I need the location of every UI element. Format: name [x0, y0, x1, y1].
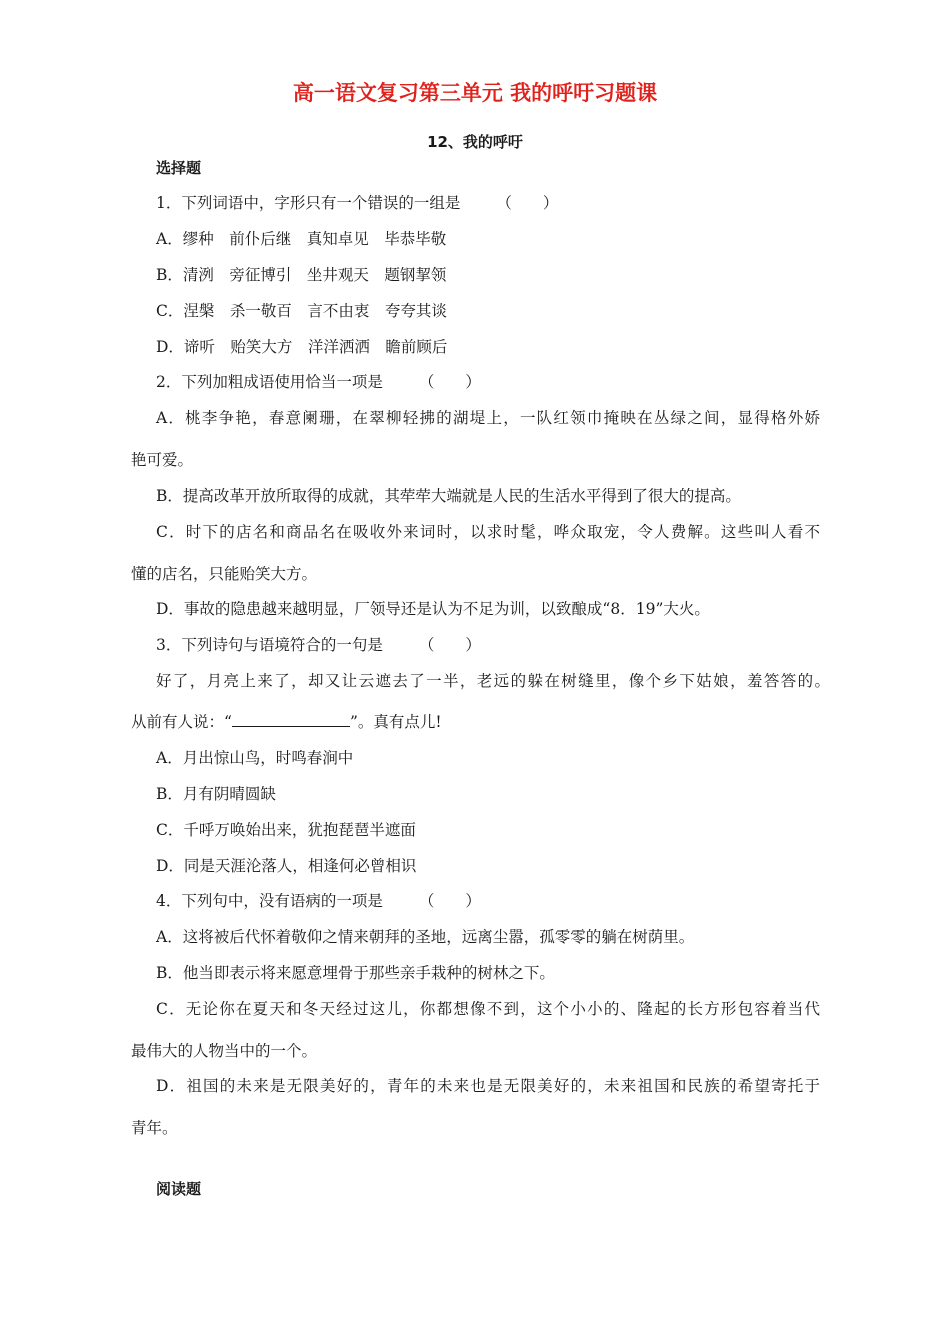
- question-3-context-line1: 好了，月亮上来了，却又让云遮去了一半，老远的躲在树缝里，像个乡下姑娘，羞答答的。: [156, 672, 830, 690]
- question-1-option-a: A．缪种 前仆后继 真知卓见 毕恭毕敬: [156, 230, 447, 248]
- question-3-text: 3．下列诗句与语境符合的一句是: [156, 636, 383, 654]
- answer-paren: （ ）: [496, 194, 559, 212]
- question-3-context-line2: [131, 711, 821, 733]
- document-title: 高一语文复习第三单元 我的呼吁习题课: [292, 81, 658, 105]
- question-4-option-d-line1: D．祖国的未来是无限美好的，青年的未来也是无限美好的，未来祖国和民族的希望寄托于: [156, 1077, 820, 1095]
- question-4-option-b: B．他当即表示将来愿意埋骨于那些亲手栽种的树林之下。: [156, 964, 555, 982]
- answer-paren: （ ）: [418, 636, 481, 654]
- question-1-option-c: C．涅槃 杀一敬百 言不由衷 夸夸其谈: [156, 302, 447, 320]
- question-3-stem: [156, 634, 481, 656]
- lesson-title: 12、我的呼吁: [427, 133, 523, 151]
- question-2-option-c-line1: C．时下的店名和商品名在吸收外来词时，以求时髦，哗众取宠，令人费解。这些叫人看不: [156, 523, 820, 541]
- question-2-option-d: D．事故的隐患越来越明显，厂领导还是认为不足为训，以致酿成“8．19”大火。: [156, 600, 710, 618]
- section-heading-choice: 选择题: [156, 159, 202, 177]
- question-4-text: 4．下列句中，没有语病的一项是: [156, 892, 383, 910]
- answer-paren: （ ）: [418, 373, 481, 391]
- question-4-option-a: A．这将被后代怀着敬仰之情来朝拜的圣地，远离尘嚣，孤零零的躺在树荫里。: [156, 928, 695, 946]
- question-2-stem: [156, 371, 481, 393]
- answer-paren: （ ）: [418, 892, 481, 910]
- question-2-option-a-line1: A．桃李争艳，春意阑珊，在翠柳轻拂的湖堤上，一队红领巾掩映在丛绿之间，显得格外娇: [156, 409, 820, 427]
- context-prefix: 从前有人说：“: [131, 713, 232, 731]
- question-4-stem: [156, 890, 481, 912]
- question-2-text: 2．下列加粗成语使用恰当一项是: [156, 373, 383, 391]
- question-2-option-b: B．提高改革开放所取得的成就，其荦荦大端就是人民的生活水平得到了很大的提高。: [156, 487, 741, 505]
- context-suffix: ”。真有点儿!: [349, 713, 442, 731]
- question-4-option-c-line1: C．无论你在夏天和冬天经过这儿，你都想像不到，这个小小的、隆起的长方形包容着当代: [156, 1000, 820, 1018]
- question-2-option-a-line2: 艳可爱。: [131, 451, 194, 469]
- question-3-option-d: D．同是天涯沦落人，相逢何必曾相识: [156, 857, 417, 875]
- fill-in-blank: [232, 711, 350, 727]
- question-2-option-c-line2: 懂的店名，只能贻笑大方。: [131, 565, 318, 583]
- question-1-option-d: D．谛听 贻笑大方 洋洋洒洒 瞻前顾后: [156, 338, 448, 356]
- question-3-option-a: A．月出惊山鸟，时鸣春涧中: [156, 749, 354, 767]
- question-1-stem: [156, 192, 558, 214]
- question-3-option-c: C．千呼万唤始出来，犹抱琵琶半遮面: [156, 821, 416, 839]
- question-4-option-c-line2: 最伟大的人物当中的一个。: [131, 1042, 318, 1060]
- question-3-option-b: B．月有阴晴圆缺: [156, 785, 276, 803]
- question-1-option-b: B．清洌 旁征博引 坐井观天 题钢挈领: [156, 266, 447, 284]
- question-1-text: 1．下列词语中，字形只有一个错误的一组是: [156, 194, 461, 212]
- section-heading-reading: 阅读题: [156, 1180, 202, 1198]
- question-4-option-d-line2: 青年。: [131, 1119, 178, 1137]
